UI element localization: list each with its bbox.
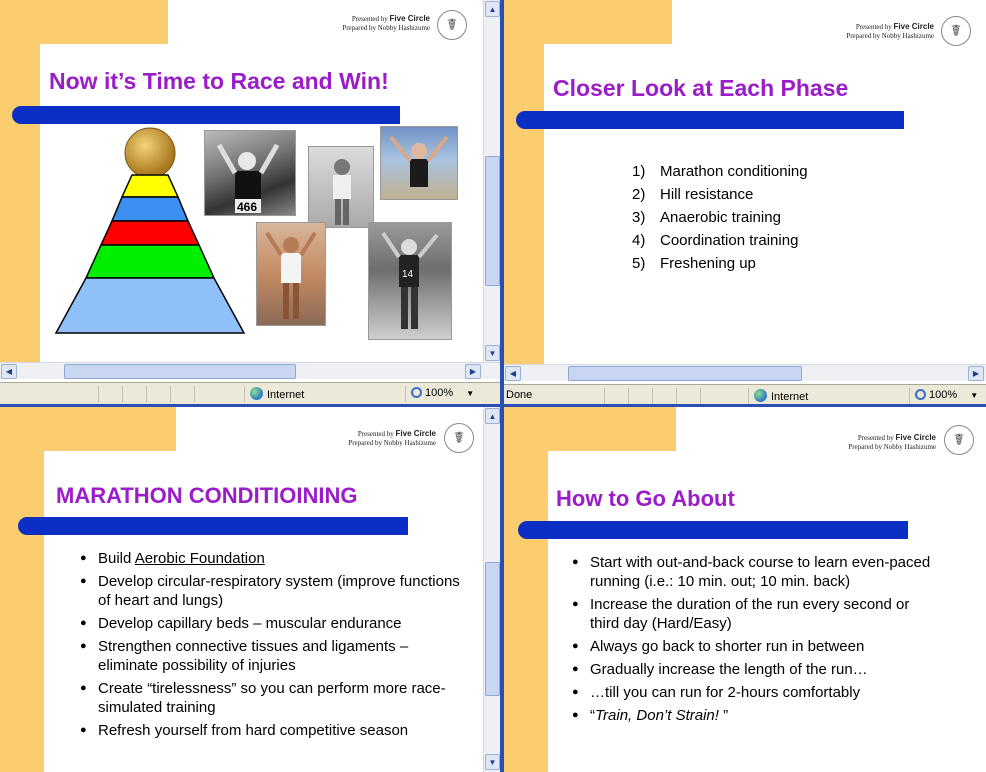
runner-photo-14 (368, 222, 452, 340)
presenter-credit: Presented by Five Circle Prepared by Nobby Hashizume (848, 433, 936, 451)
vertical-scrollbar[interactable] (483, 407, 500, 772)
five-circle-logo-icon: ☤ (437, 10, 467, 40)
slide-title: How to Go About (556, 486, 735, 511)
five-circle-logo-icon: ☤ (444, 423, 474, 453)
scroll-up-button[interactable]: ▲ (485, 408, 500, 424)
title-underline-bar (518, 521, 908, 539)
list-item: ● “Train, Don’t Strain! ” (572, 706, 942, 725)
slide-title: MARATHON CONDITIOINING (56, 483, 358, 508)
bullet-list (80, 549, 460, 744)
runner-photo-3 (380, 126, 458, 200)
pane-divider-vertical[interactable] (500, 0, 504, 772)
status-text: Done (506, 389, 533, 401)
list-item: 3) Anaerobic training (632, 209, 781, 226)
zoom-icon (411, 387, 422, 398)
scroll-right-button[interactable]: ▶ (968, 366, 984, 381)
list-item: 5) Freshening up (632, 255, 756, 272)
scroll-left-button[interactable]: ◀ (1, 364, 17, 379)
phase-list (632, 163, 808, 278)
browser-pane-top-right (504, 0, 986, 407)
slide-side-accent (504, 0, 544, 364)
internet-globe-icon (250, 387, 263, 400)
pyramid-layer-4 (86, 245, 214, 278)
slide-side-accent (504, 407, 548, 772)
scroll-thumb[interactable] (485, 156, 500, 286)
title-underline-bar (516, 111, 904, 129)
svg-text:466: 466 (237, 200, 258, 214)
security-zone: Internet (250, 387, 304, 401)
horizontal-scrollbar[interactable] (0, 362, 500, 379)
zoom-control[interactable]: 100% ▼ (411, 387, 474, 399)
title-underline-bar (12, 106, 400, 124)
list-item: 4) Coordination training (632, 232, 799, 249)
list-item: ● Develop capillary beds – muscular endurance (80, 614, 460, 633)
slide-marathon-conditioning (0, 407, 482, 772)
slide-how-to-go-about (504, 407, 986, 772)
list-item: ● Increase the duration of the run every second or third day (Hard/Easy) (572, 595, 942, 633)
svg-text:14: 14 (402, 269, 414, 280)
scroll-right-button[interactable]: ▶ (465, 364, 481, 379)
list-item: ● Refresh yourself from hard competitive season (80, 721, 460, 740)
status-bar (0, 382, 500, 404)
scroll-down-button[interactable]: ▼ (485, 754, 500, 770)
presenter-credit: Presented by Five Circle Prepared by Nobby Hashizume (348, 429, 436, 447)
slide-side-accent (0, 407, 44, 772)
scroll-up-button[interactable]: ▲ (485, 1, 500, 17)
bullet-list (572, 553, 942, 729)
pane-divider-horizontal[interactable] (0, 404, 986, 407)
presenter-credit: Presented by Five Circle Prepared by Nobby Hashizume (846, 22, 934, 40)
list-item: ● Start with out-and-back course to learn even-paced running (i.e.: 10 min. out; 10 min. back) (572, 553, 942, 591)
runner-photo-466 (204, 130, 296, 216)
vertical-scrollbar[interactable] (483, 0, 500, 362)
slide-closer-look (504, 0, 986, 364)
aerobic-foundation-link[interactable]: Aerobic Foundation (134, 550, 265, 567)
scroll-thumb-horizontal[interactable] (64, 364, 296, 379)
list-item: 2) Hill resistance (632, 186, 754, 203)
list-item: 1) Marathon conditioning (632, 163, 808, 180)
browser-pane-top-left (0, 0, 500, 404)
browser-pane-bottom-right (504, 407, 986, 772)
list-item: ● Strengthen connective tissues and ligaments – eliminate possibility of injuries (80, 637, 460, 675)
list-item: ● …till you can run for 2-hours comfortably (572, 683, 942, 702)
browser-pane-bottom-left (0, 407, 500, 772)
runner-photo-4 (256, 222, 326, 326)
scroll-left-button[interactable]: ◀ (505, 366, 521, 381)
pyramid-layer-5 (56, 278, 244, 333)
five-circle-logo-icon: ☤ (941, 16, 971, 46)
list-item: ● Create “tirelessness” so you can perform more race-simulated training (80, 679, 460, 717)
slide-race-and-win (0, 0, 482, 362)
slide-title: Closer Look at Each Phase (553, 75, 849, 101)
horizontal-scrollbar[interactable] (504, 364, 986, 381)
pyramid-layer-1 (122, 175, 178, 197)
presenter-credit: Presented by Five Circle Prepared by Nobby Hashizume (342, 14, 430, 32)
runner-photo-2 (308, 146, 374, 228)
list-item: ● Develop circular-respiratory system (improve functions of heart and lungs) (80, 572, 460, 610)
zoom-dropdown-icon[interactable]: ▼ (970, 391, 979, 400)
security-zone: Internet (754, 389, 808, 403)
zoom-icon (915, 389, 926, 400)
gold-medal-icon (125, 128, 175, 178)
list-item: ● Always go back to shorter run in between (572, 637, 942, 656)
scroll-thumb[interactable] (485, 562, 500, 696)
pyramid-layer-3 (101, 221, 199, 245)
scroll-down-button[interactable]: ▼ (485, 345, 500, 361)
list-item: ● Build Aerobic Foundation (80, 549, 460, 568)
internet-globe-icon (754, 389, 767, 402)
slide-side-accent (0, 0, 40, 362)
pyramid-layer-2 (112, 197, 188, 221)
scroll-thumb-horizontal[interactable] (568, 366, 802, 381)
zoom-control[interactable]: 100% ▼ (915, 389, 978, 401)
zoom-dropdown-icon[interactable]: ▼ (466, 389, 475, 398)
list-item: ● Gradually increase the length of the run… (572, 660, 942, 679)
status-bar (504, 384, 986, 406)
slide-title: Now it’s Time to Race and Win! (49, 68, 389, 94)
title-underline-bar (18, 517, 408, 535)
five-circle-logo-icon: ☤ (944, 425, 974, 455)
